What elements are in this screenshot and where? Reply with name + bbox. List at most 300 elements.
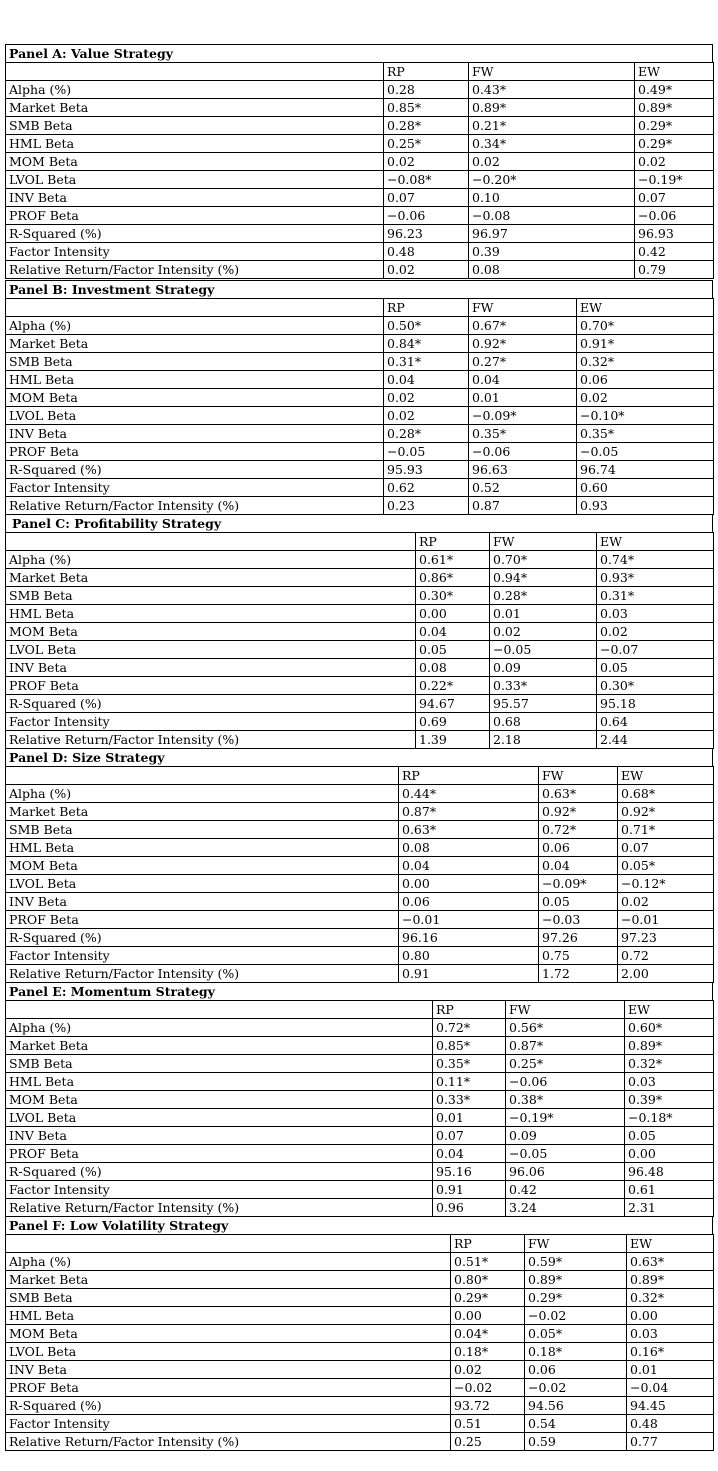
value-cell: 0.29* <box>451 1289 525 1307</box>
row-label: Market Beta <box>6 803 399 821</box>
value-cell: 0.01 <box>627 1361 714 1379</box>
value-cell: −0.06 <box>506 1073 625 1091</box>
column-header: FW <box>539 767 618 785</box>
header-row <box>6 767 714 785</box>
table-row <box>6 803 714 821</box>
value-cell: 0.02 <box>597 623 714 641</box>
table-row <box>6 1361 714 1379</box>
value-cell: 95.93 <box>384 461 469 479</box>
row-label: SMB Beta <box>6 821 399 839</box>
row-label: SMB Beta <box>6 117 384 135</box>
value-cell: 0.21* <box>469 117 635 135</box>
panel-a <box>5 44 713 279</box>
value-cell: 0.07 <box>384 189 469 207</box>
column-header: EW <box>627 1235 714 1253</box>
row-label: Factor Intensity <box>6 1181 433 1199</box>
row-label: MOM Beta <box>6 153 384 171</box>
row-label: LVOL Beta <box>6 1109 433 1127</box>
value-cell: 0.54 <box>525 1415 627 1433</box>
value-cell: 0.63* <box>539 785 618 803</box>
value-cell: 0.07 <box>618 839 714 857</box>
value-cell: 0.50* <box>384 317 469 335</box>
value-cell: 2.18 <box>490 731 597 749</box>
value-cell: 0.04 <box>433 1145 506 1163</box>
value-cell: 0.04 <box>416 623 490 641</box>
row-label: R-Squared (%) <box>6 1163 433 1181</box>
row-label: Alpha (%) <box>6 317 384 335</box>
value-cell: 0.01 <box>469 389 577 407</box>
value-cell: 96.74 <box>577 461 714 479</box>
value-cell: −0.05 <box>506 1145 625 1163</box>
row-label: Market Beta <box>6 569 416 587</box>
value-cell: 96.16 <box>399 929 539 947</box>
table-row <box>6 1055 714 1073</box>
value-cell: 97.26 <box>539 929 618 947</box>
value-cell: 0.49* <box>635 81 714 99</box>
column-header: FW <box>506 1001 625 1019</box>
row-label: HML Beta <box>6 1307 451 1325</box>
row-label: INV Beta <box>6 1361 451 1379</box>
table-row <box>6 171 714 189</box>
header-row <box>6 1235 714 1253</box>
value-cell: −0.02 <box>451 1379 525 1397</box>
row-label: Factor Intensity <box>6 947 399 965</box>
value-cell: 0.03 <box>597 605 714 623</box>
row-label: PROF Beta <box>6 1379 451 1397</box>
row-label: Alpha (%) <box>6 1019 433 1037</box>
value-cell: −0.10* <box>577 407 714 425</box>
value-cell: 0.27* <box>469 353 577 371</box>
table-row <box>6 641 714 659</box>
table-row <box>6 1073 714 1091</box>
value-cell: 0.31* <box>597 587 714 605</box>
table-row <box>6 1397 714 1415</box>
table-row <box>6 947 714 965</box>
value-cell: 0.89* <box>627 1271 714 1289</box>
value-cell: 0.92* <box>539 803 618 821</box>
value-cell: 0.35* <box>577 425 714 443</box>
value-cell: 0.71* <box>618 821 714 839</box>
value-cell: 0.48 <box>384 243 469 261</box>
table-row <box>6 353 714 371</box>
row-label: HML Beta <box>6 135 384 153</box>
table-row <box>6 551 714 569</box>
row-label: PROF Beta <box>6 911 399 929</box>
value-cell: 0.30* <box>597 677 714 695</box>
value-cell: 0.92* <box>469 335 577 353</box>
value-cell: 0.91* <box>577 335 714 353</box>
header-row <box>6 533 714 551</box>
value-cell: 0.02 <box>384 153 469 171</box>
value-cell: 0.03 <box>625 1073 714 1091</box>
table-row <box>6 731 714 749</box>
value-cell: 0.68* <box>618 785 714 803</box>
value-cell: 0.91 <box>399 965 539 983</box>
value-cell: 0.64 <box>597 713 714 731</box>
panel-title: Panel A: Value Strategy <box>5 44 713 62</box>
value-cell: 95.16 <box>433 1163 506 1181</box>
row-label: MOM Beta <box>6 623 416 641</box>
value-cell: 0.94* <box>490 569 597 587</box>
panel-title: Panel C: Profitability Strategy <box>5 514 713 532</box>
value-cell: 0.44* <box>399 785 539 803</box>
column-header: FW <box>469 63 635 81</box>
panel-title: Panel E: Momentum Strategy <box>5 982 713 1000</box>
value-cell: 0.59 <box>525 1433 627 1451</box>
value-cell: −0.02 <box>525 1307 627 1325</box>
table-row <box>6 1037 714 1055</box>
value-cell: −0.18* <box>625 1109 714 1127</box>
value-cell: 0.85* <box>433 1037 506 1055</box>
value-cell: 0.22* <box>416 677 490 695</box>
value-cell: 0.74* <box>597 551 714 569</box>
value-cell: 0.02 <box>384 407 469 425</box>
value-cell: 0.79 <box>635 261 714 279</box>
row-label: Relative Return/Factor Intensity (%) <box>6 965 399 983</box>
table-row <box>6 335 714 353</box>
value-cell: 0.30* <box>416 587 490 605</box>
table-row <box>6 785 714 803</box>
table-row <box>6 569 714 587</box>
value-cell: 0.67* <box>469 317 577 335</box>
header-blank-cell <box>6 1235 451 1253</box>
column-header: EW <box>625 1001 714 1019</box>
row-label: Factor Intensity <box>6 713 416 731</box>
value-cell: 2.31 <box>625 1199 714 1217</box>
value-cell: 0.02 <box>469 153 635 171</box>
value-cell: 96.48 <box>625 1163 714 1181</box>
results-table <box>5 1000 714 1217</box>
value-cell: 0.06 <box>525 1361 627 1379</box>
value-cell: 0.75 <box>539 947 618 965</box>
value-cell: 0.60 <box>577 479 714 497</box>
value-cell: 0.00 <box>399 875 539 893</box>
value-cell: 0.10 <box>469 189 635 207</box>
row-label: HML Beta <box>6 1073 433 1091</box>
row-label: MOM Beta <box>6 857 399 875</box>
panel-d <box>5 748 713 983</box>
value-cell: 0.02 <box>384 389 469 407</box>
row-label: INV Beta <box>6 425 384 443</box>
value-cell: 0.51* <box>451 1253 525 1271</box>
value-cell: 0.02 <box>635 153 714 171</box>
results-table <box>5 766 714 983</box>
value-cell: 0.32* <box>577 353 714 371</box>
row-label: LVOL Beta <box>6 1343 451 1361</box>
row-label: MOM Beta <box>6 1091 433 1109</box>
value-cell: 0.06 <box>539 839 618 857</box>
value-cell: 93.72 <box>451 1397 525 1415</box>
value-cell: 0.93* <box>597 569 714 587</box>
value-cell: 0.07 <box>433 1127 506 1145</box>
value-cell: 0.04 <box>539 857 618 875</box>
row-label: HML Beta <box>6 605 416 623</box>
value-cell: 0.48 <box>627 1415 714 1433</box>
value-cell: 0.34* <box>469 135 635 153</box>
table-row <box>6 1109 714 1127</box>
value-cell: −0.05 <box>490 641 597 659</box>
value-cell: 0.70* <box>577 317 714 335</box>
value-cell: 0.43* <box>469 81 635 99</box>
value-cell: 0.38* <box>506 1091 625 1109</box>
row-label: Relative Return/Factor Intensity (%) <box>6 731 416 749</box>
value-cell: 0.42 <box>506 1181 625 1199</box>
value-cell: 0.62 <box>384 479 469 497</box>
value-cell: 0.96 <box>433 1199 506 1217</box>
results-table <box>5 1234 714 1451</box>
value-cell: 0.25 <box>451 1433 525 1451</box>
value-cell: −0.01 <box>399 911 539 929</box>
row-label: Market Beta <box>6 99 384 117</box>
table-row <box>6 623 714 641</box>
row-label: Alpha (%) <box>6 551 416 569</box>
value-cell: 0.61* <box>416 551 490 569</box>
panel-b <box>5 280 713 515</box>
value-cell: 0.00 <box>451 1307 525 1325</box>
value-cell: −0.20* <box>469 171 635 189</box>
value-cell: −0.08 <box>469 207 635 225</box>
panel-title: Panel B: Investment Strategy <box>5 280 713 298</box>
value-cell: 2.44 <box>597 731 714 749</box>
value-cell: 0.32* <box>627 1289 714 1307</box>
value-cell: 0.00 <box>627 1307 714 1325</box>
table-row <box>6 1181 714 1199</box>
table-row <box>6 1019 714 1037</box>
table-row <box>6 1127 714 1145</box>
value-cell: 0.72* <box>433 1019 506 1037</box>
value-cell: 95.18 <box>597 695 714 713</box>
column-header: RP <box>399 767 539 785</box>
row-label: Market Beta <box>6 1271 451 1289</box>
table-row <box>6 317 714 335</box>
header-blank-cell <box>6 299 384 317</box>
value-cell: 0.02 <box>577 389 714 407</box>
value-cell: 96.63 <box>469 461 577 479</box>
row-label: PROF Beta <box>6 443 384 461</box>
table-row <box>6 189 714 207</box>
value-cell: −0.03 <box>539 911 618 929</box>
value-cell: −0.07 <box>597 641 714 659</box>
table-row <box>6 243 714 261</box>
value-cell: 0.89* <box>625 1037 714 1055</box>
value-cell: −0.06 <box>384 207 469 225</box>
row-label: HML Beta <box>6 371 384 389</box>
value-cell: 1.72 <box>539 965 618 983</box>
row-label: Factor Intensity <box>6 243 384 261</box>
table-row <box>6 207 714 225</box>
panel-title: Panel D: Size Strategy <box>5 748 713 766</box>
row-label: R-Squared (%) <box>6 225 384 243</box>
value-cell: 0.01 <box>433 1109 506 1127</box>
table-row <box>6 443 714 461</box>
results-table <box>5 532 714 749</box>
table-row <box>6 839 714 857</box>
value-cell: 0.63* <box>399 821 539 839</box>
value-cell: 0.61 <box>625 1181 714 1199</box>
value-cell: 0.86* <box>416 569 490 587</box>
value-cell: 0.05 <box>416 641 490 659</box>
column-header: RP <box>384 299 469 317</box>
value-cell: 0.08 <box>469 261 635 279</box>
table-row <box>6 1415 714 1433</box>
table-row <box>6 929 714 947</box>
value-cell: 97.23 <box>618 929 714 947</box>
row-label: Relative Return/Factor Intensity (%) <box>6 497 384 515</box>
value-cell: 0.70* <box>490 551 597 569</box>
value-cell: 0.31* <box>384 353 469 371</box>
value-cell: −0.02 <box>525 1379 627 1397</box>
value-cell: 0.35* <box>469 425 577 443</box>
value-cell: 0.02 <box>618 893 714 911</box>
value-cell: 96.23 <box>384 225 469 243</box>
value-cell: 0.04 <box>384 371 469 389</box>
table-row <box>6 659 714 677</box>
value-cell: 0.06 <box>399 893 539 911</box>
table-row <box>6 1253 714 1271</box>
value-cell: 0.39* <box>625 1091 714 1109</box>
column-header: EW <box>618 767 714 785</box>
header-row <box>6 1001 714 1019</box>
table-row <box>6 117 714 135</box>
value-cell: 0.04 <box>399 857 539 875</box>
table-row <box>6 821 714 839</box>
table-row <box>6 1199 714 1217</box>
table-row <box>6 261 714 279</box>
value-cell: 96.06 <box>506 1163 625 1181</box>
value-cell: 0.25* <box>506 1055 625 1073</box>
value-cell: 0.05 <box>539 893 618 911</box>
row-label: MOM Beta <box>6 1325 451 1343</box>
value-cell: 0.32* <box>625 1055 714 1073</box>
table-row <box>6 225 714 243</box>
value-cell: 0.59* <box>525 1253 627 1271</box>
row-label: LVOL Beta <box>6 641 416 659</box>
value-cell: 0.68 <box>490 713 597 731</box>
column-header: FW <box>469 299 577 317</box>
value-cell: −0.09* <box>469 407 577 425</box>
table-row <box>6 893 714 911</box>
value-cell: 0.33* <box>490 677 597 695</box>
results-table <box>5 62 714 279</box>
value-cell: 0.00 <box>625 1145 714 1163</box>
column-header: FW <box>490 533 597 551</box>
table-row <box>6 153 714 171</box>
row-label: R-Squared (%) <box>6 695 416 713</box>
table-row <box>6 1271 714 1289</box>
value-cell: 0.18* <box>451 1343 525 1361</box>
row-label: SMB Beta <box>6 1055 433 1073</box>
table-row <box>6 371 714 389</box>
value-cell: 0.23 <box>384 497 469 515</box>
value-cell: 0.06 <box>577 371 714 389</box>
value-cell: 0.85* <box>384 99 469 117</box>
value-cell: 0.89* <box>635 99 714 117</box>
value-cell: 0.01 <box>490 605 597 623</box>
panel-c <box>5 514 713 749</box>
value-cell: 0.93 <box>577 497 714 515</box>
value-cell: −0.06 <box>635 207 714 225</box>
table-row <box>6 425 714 443</box>
value-cell: 95.57 <box>490 695 597 713</box>
value-cell: 0.28* <box>384 117 469 135</box>
value-cell: 0.08 <box>416 659 490 677</box>
value-cell: 0.03 <box>627 1325 714 1343</box>
value-cell: 0.02 <box>384 261 469 279</box>
value-cell: 3.24 <box>506 1199 625 1217</box>
value-cell: 0.35* <box>433 1055 506 1073</box>
value-cell: 2.00 <box>618 965 714 983</box>
row-label: INV Beta <box>6 659 416 677</box>
value-cell: 0.91 <box>433 1181 506 1199</box>
value-cell: 94.56 <box>525 1397 627 1415</box>
row-label: Relative Return/Factor Intensity (%) <box>6 1433 451 1451</box>
value-cell: 0.69 <box>416 713 490 731</box>
value-cell: −0.08* <box>384 171 469 189</box>
value-cell: 0.52 <box>469 479 577 497</box>
value-cell: −0.06 <box>469 443 577 461</box>
value-cell: 0.05* <box>618 857 714 875</box>
column-header: RP <box>451 1235 525 1253</box>
table-row <box>6 1307 714 1325</box>
value-cell: 0.87 <box>469 497 577 515</box>
row-label: R-Squared (%) <box>6 461 384 479</box>
value-cell: 0.60* <box>625 1019 714 1037</box>
value-cell: 0.05* <box>525 1325 627 1343</box>
value-cell: 94.45 <box>627 1397 714 1415</box>
table-row <box>6 1145 714 1163</box>
value-cell: 96.97 <box>469 225 635 243</box>
table-row <box>6 479 714 497</box>
row-label: PROF Beta <box>6 1145 433 1163</box>
value-cell: 0.63* <box>627 1253 714 1271</box>
value-cell: 0.05 <box>625 1127 714 1145</box>
table-row <box>6 1433 714 1451</box>
header-blank-cell <box>6 533 416 551</box>
table-row <box>6 1163 714 1181</box>
value-cell: 0.29* <box>635 135 714 153</box>
value-cell: −0.04 <box>627 1379 714 1397</box>
value-cell: 0.29* <box>525 1289 627 1307</box>
value-cell: 0.84* <box>384 335 469 353</box>
row-label: PROF Beta <box>6 207 384 225</box>
value-cell: 0.00 <box>416 605 490 623</box>
value-cell: 0.04 <box>469 371 577 389</box>
row-label: Market Beta <box>6 1037 433 1055</box>
row-label: LVOL Beta <box>6 407 384 425</box>
row-label: Factor Intensity <box>6 479 384 497</box>
value-cell: −0.19* <box>635 171 714 189</box>
row-label: INV Beta <box>6 189 384 207</box>
table-row <box>6 1379 714 1397</box>
header-row <box>6 63 714 81</box>
panel-title: Panel F: Low Volatility Strategy <box>5 1216 713 1234</box>
value-cell: −0.09* <box>539 875 618 893</box>
row-label: Alpha (%) <box>6 785 399 803</box>
value-cell: 0.11* <box>433 1073 506 1091</box>
header-blank-cell <box>6 1001 433 1019</box>
row-label: Relative Return/Factor Intensity (%) <box>6 1199 433 1217</box>
row-label: R-Squared (%) <box>6 929 399 947</box>
value-cell: −0.01 <box>618 911 714 929</box>
table-row <box>6 857 714 875</box>
row-label: Alpha (%) <box>6 81 384 99</box>
row-label: SMB Beta <box>6 1289 451 1307</box>
value-cell: 0.09 <box>506 1127 625 1145</box>
table-row <box>6 1325 714 1343</box>
row-label: Alpha (%) <box>6 1253 451 1271</box>
row-label: MOM Beta <box>6 389 384 407</box>
value-cell: 0.89* <box>525 1271 627 1289</box>
